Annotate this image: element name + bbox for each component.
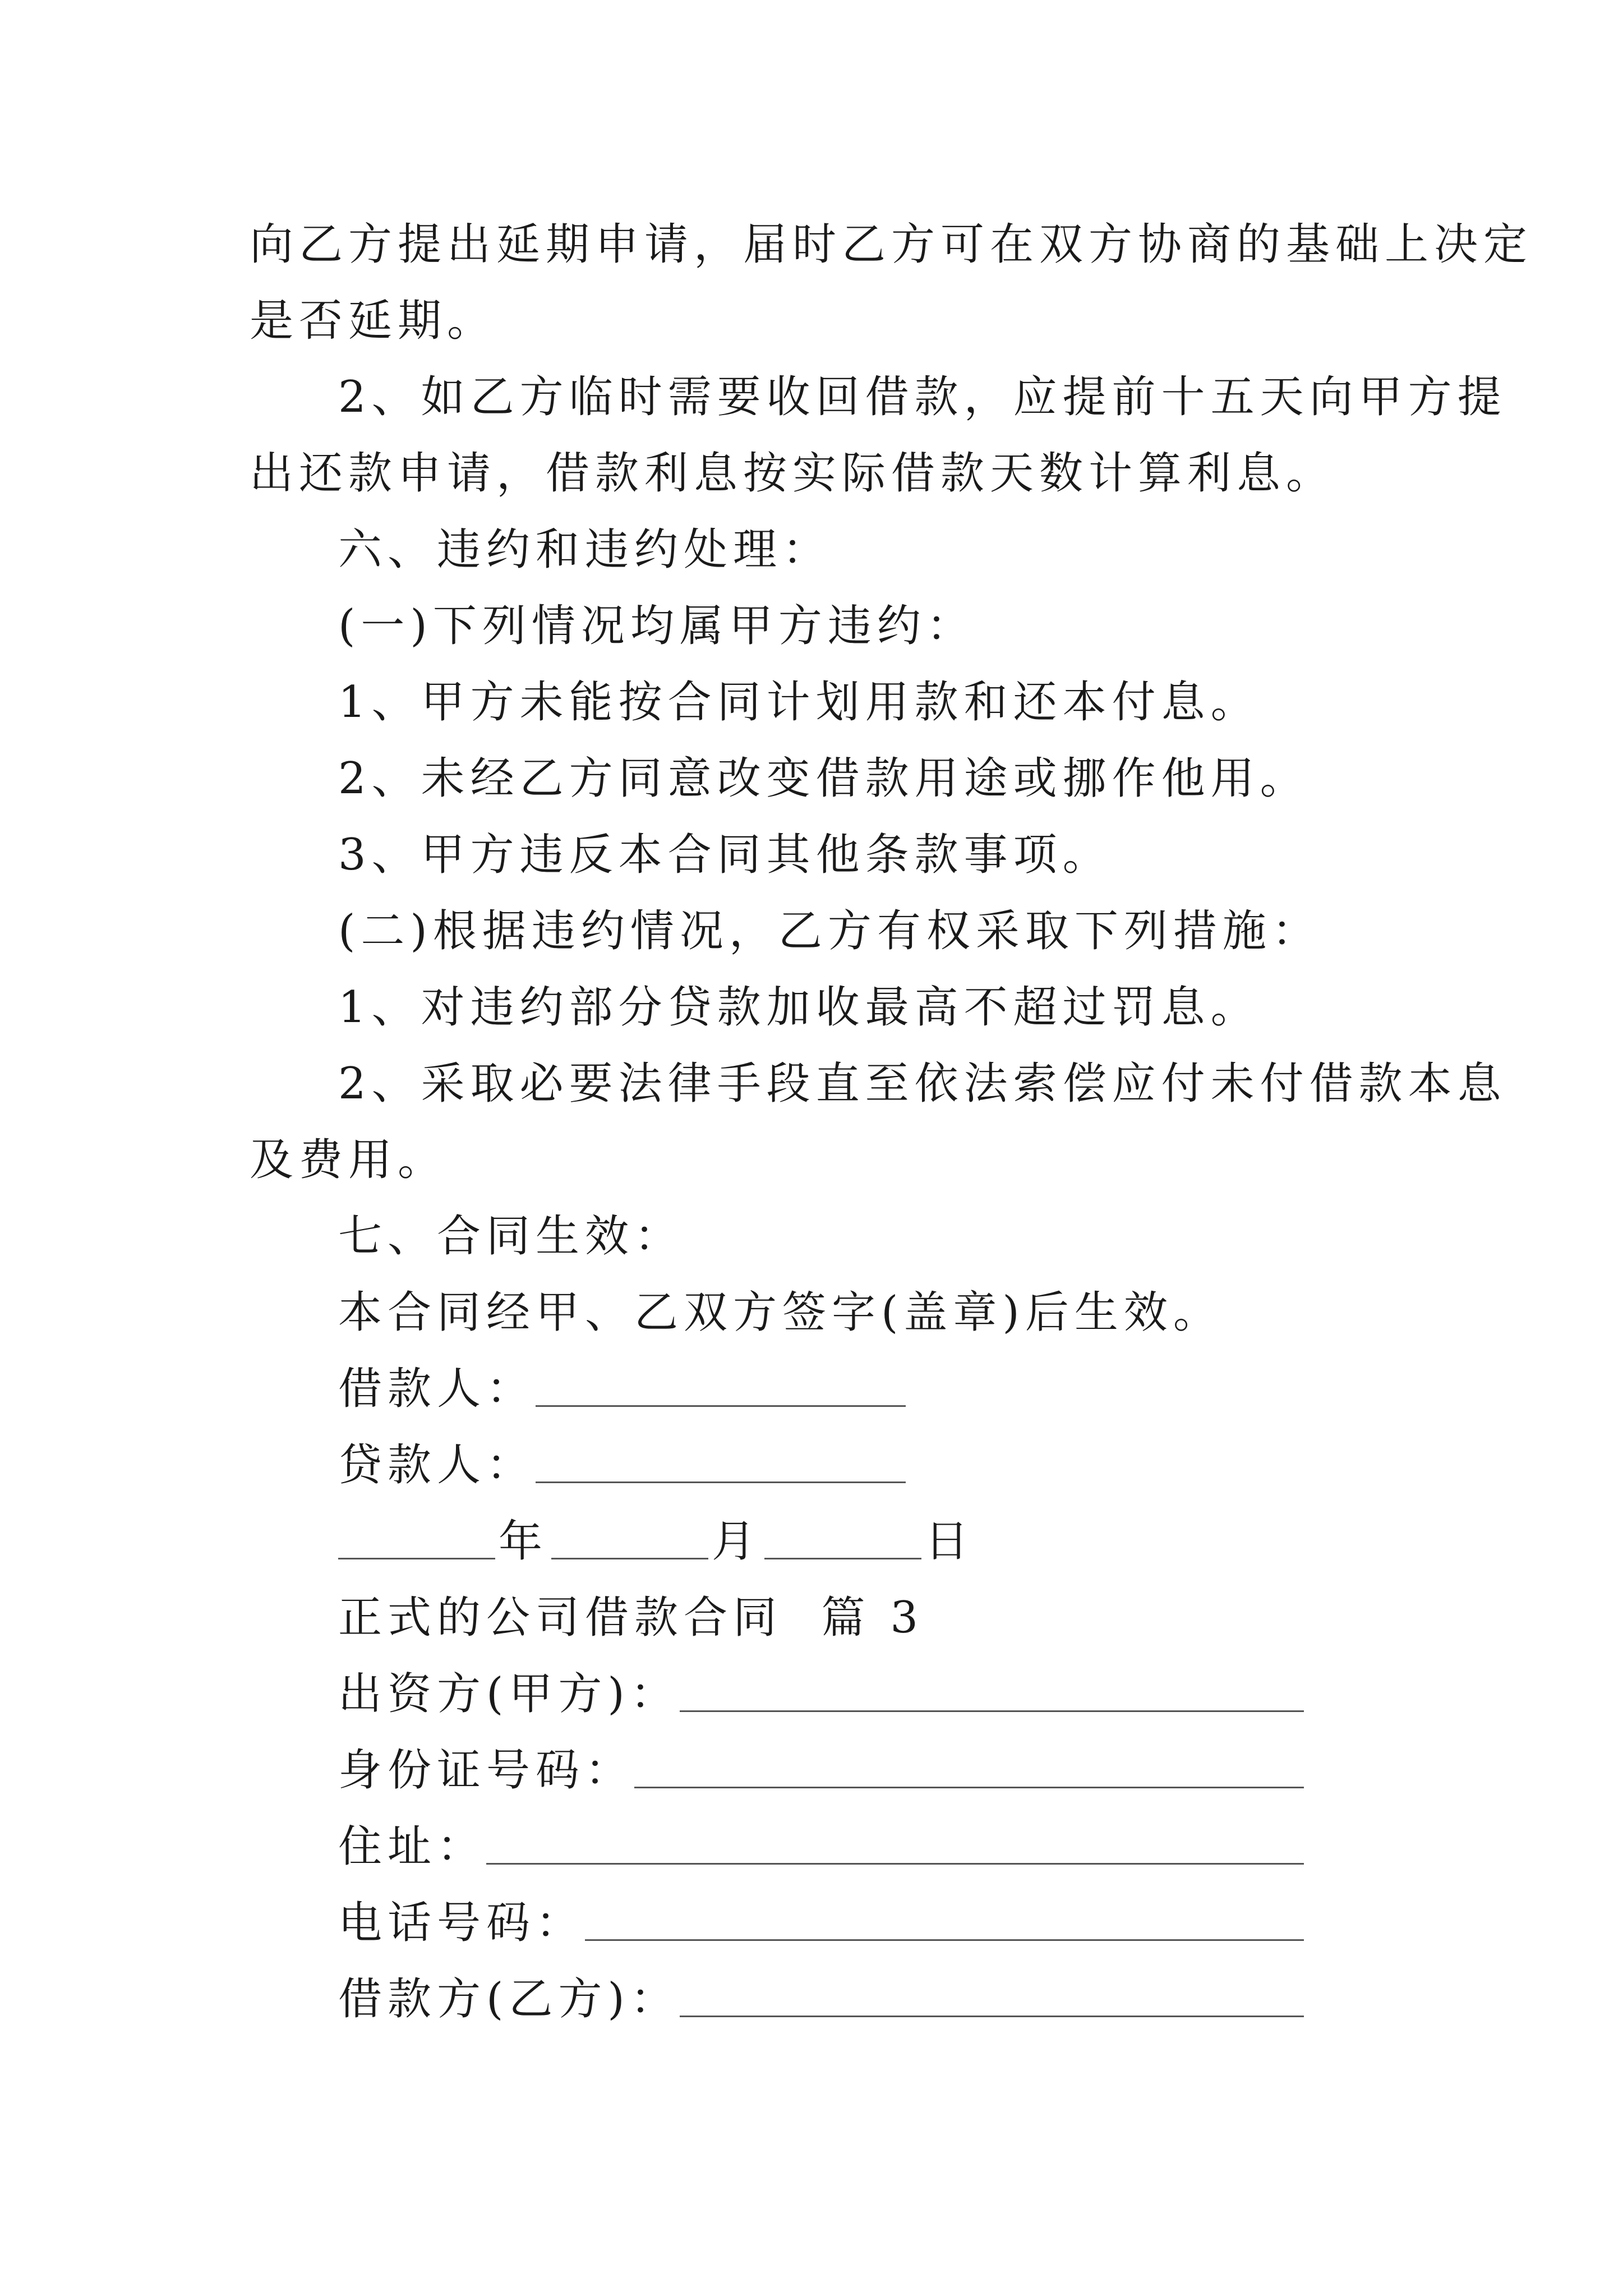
borrower-signature-blank[interactable] bbox=[536, 1366, 906, 1407]
day-blank[interactable] bbox=[764, 1519, 921, 1559]
section-heading: 六、违约和违约处理： bbox=[338, 524, 832, 575]
lender-signature-row bbox=[250, 1427, 1382, 1503]
subsection-heading: (二)根据违约情况，乙方有权采取下列措施： bbox=[338, 906, 1321, 956]
field-row bbox=[250, 1656, 1382, 1732]
section-title: 正式的公司借款合同 篇 3 bbox=[338, 1593, 924, 1643]
field-blank[interactable] bbox=[486, 1824, 1304, 1865]
field-label: 住址： bbox=[338, 1821, 487, 1872]
list-item: 1、甲方未能按合同计划用款和还本付息。 bbox=[338, 677, 1260, 728]
paragraph-line: 及费用。 bbox=[250, 1135, 448, 1185]
paragraph-line: 出还款申请，借款利息按实际借款天数计算利息。 bbox=[250, 448, 1336, 499]
lender-signature-blank[interactable] bbox=[536, 1442, 906, 1483]
date-row bbox=[250, 1503, 1382, 1580]
year-label: 年 bbox=[499, 1516, 548, 1567]
list-item: 3、甲方违反本合同其他条款事项。 bbox=[338, 830, 1112, 880]
field-label: 借款方(乙方)： bbox=[338, 1974, 680, 2024]
subsection-heading: (一)下列情况均属甲方违约： bbox=[338, 601, 976, 651]
field-row bbox=[250, 1885, 1382, 1961]
year-blank[interactable] bbox=[338, 1519, 495, 1559]
field-blank[interactable] bbox=[680, 1671, 1304, 1712]
month-blank[interactable] bbox=[551, 1519, 708, 1559]
field-row bbox=[250, 1961, 1382, 2037]
field-blank[interactable] bbox=[634, 1747, 1304, 1788]
section-heading: 七、合同生效： bbox=[338, 1211, 684, 1262]
paragraph-line: 本合同经甲、乙双方签字(盖章)后生效。 bbox=[338, 1287, 1223, 1338]
field-row bbox=[250, 1732, 1382, 1809]
lender-label: 贷款人： bbox=[338, 1440, 536, 1490]
list-item: 1、对违约部分贷款加收最高不超过罚息。 bbox=[338, 982, 1260, 1033]
month-label: 月 bbox=[712, 1516, 762, 1567]
borrower-label: 借款人： bbox=[338, 1364, 536, 1414]
field-row bbox=[250, 1809, 1382, 1885]
field-label: 电话号码： bbox=[338, 1898, 585, 1948]
borrower-signature-row bbox=[250, 1351, 1382, 1427]
day-label: 日 bbox=[925, 1516, 975, 1567]
paragraph-line: 向乙方提出延期申请，届时乙方可在双方协商的基础上决定 bbox=[250, 219, 1533, 270]
field-blank[interactable] bbox=[585, 1900, 1304, 1941]
field-label: 出资方(甲方)： bbox=[338, 1669, 680, 1719]
list-item: 2、未经乙方同意改变借款用途或挪作他用。 bbox=[338, 753, 1310, 804]
list-item: 2、采取必要法律手段直至依法索偿应付未付借款本息 bbox=[338, 1059, 1507, 1109]
field-label: 身份证号码： bbox=[338, 1745, 635, 1796]
paragraph-line: 2、如乙方临时需要收回借款，应提前十五天向甲方提 bbox=[338, 372, 1507, 422]
document-body bbox=[250, 206, 1533, 2037]
paragraph-line: 是否延期。 bbox=[250, 296, 497, 346]
field-blank[interactable] bbox=[680, 1976, 1304, 2017]
